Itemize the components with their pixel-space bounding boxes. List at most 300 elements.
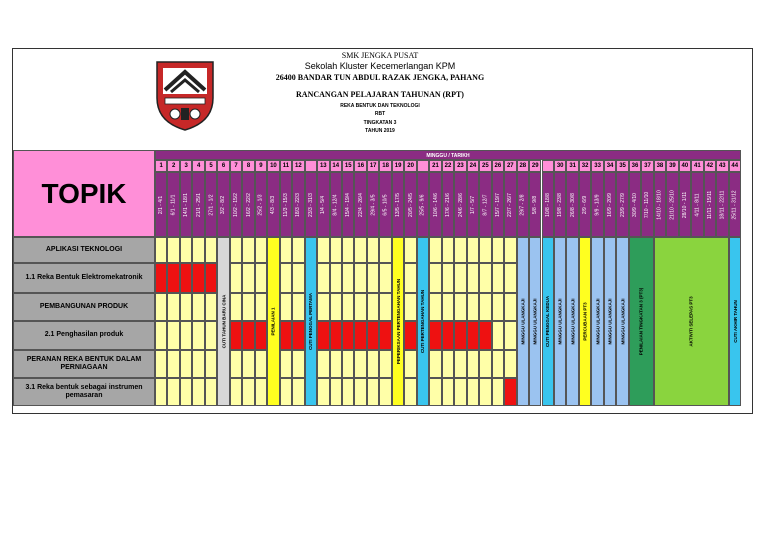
plan-cell (367, 263, 379, 293)
plan-cell (292, 237, 304, 263)
plan-cell (192, 293, 204, 321)
cny-holiday-label: CUTI TAHUN BARU CINA (221, 294, 227, 349)
week-date-text: 24/6 - 28/6 (457, 192, 464, 217)
week-number: 10 (267, 160, 279, 172)
week-date-text: 18/11 - 22/11 (719, 190, 726, 219)
week-date (616, 172, 628, 237)
week-number: 8 (242, 160, 254, 172)
plan-cell (504, 293, 516, 321)
plan-cell (342, 350, 354, 378)
plan-cell (242, 263, 254, 293)
plan-cell (242, 378, 254, 406)
week-date-text: 15/7 - 19/7 (494, 192, 501, 217)
revision-week (554, 237, 566, 406)
plan-cell (155, 321, 167, 350)
subject-name: REKA BENTUK DAN TEKNOLOGI (340, 103, 420, 109)
week-date-text: 23/3 - 31/3 (307, 192, 314, 217)
plan-cell (492, 293, 504, 321)
week-date-text: 26/8 - 30/8 (569, 192, 576, 217)
school-cluster: Sekolah Kluster Kecemerlangan KPM (304, 61, 456, 71)
plan-cell (492, 237, 504, 263)
assessment-1-label: PENILAIAN 1 (270, 307, 276, 336)
plan-cell (492, 378, 504, 406)
plan-cell (442, 378, 454, 406)
topic-cell: 3.1 Reka bentuk sebagai instrumen pemasaran (13, 378, 155, 406)
assessment-1 (267, 237, 279, 406)
week-date (591, 172, 603, 237)
plan-cell (429, 293, 441, 321)
pt3-exam (629, 237, 654, 406)
midyear-break (417, 237, 429, 406)
week-date (716, 172, 728, 237)
plan-cell (230, 237, 242, 263)
week-date (467, 172, 479, 237)
red-cell (155, 263, 167, 293)
revision-week (604, 237, 616, 406)
week-date-text: 8/7 - 12/7 (482, 193, 489, 216)
plan-cell (379, 237, 391, 263)
plan-cell (167, 378, 179, 406)
week-number: 18 (379, 160, 391, 172)
week-date-text: 10/6 - 14/6 (432, 192, 439, 217)
week-date (404, 172, 416, 237)
revision-week-label: MINGGU ULANGKAJI (557, 298, 563, 345)
plan-cell (354, 350, 366, 378)
week-date (554, 172, 566, 237)
week-date-text: 2/1 - 4/1 (158, 195, 165, 214)
week-date-text: 22/7 - 26/7 (507, 192, 514, 217)
plan-cell (342, 263, 354, 293)
week-number (305, 160, 317, 172)
week-number: 33 (591, 160, 603, 172)
week-number: 38 (654, 160, 666, 172)
plan-cell (280, 350, 292, 378)
red-cell (292, 321, 304, 350)
plan-cell (404, 378, 416, 406)
topic-cell: PEMBANGUNAN PRODUK (13, 293, 155, 321)
week-date-text: 29/4 - 3/5 (370, 193, 377, 216)
plan-cell (205, 350, 217, 378)
week-date-text: 2/9 - 6/9 (582, 195, 589, 214)
plan-cell (479, 293, 491, 321)
week-date-text: 25/11 - 31/12 (731, 189, 738, 220)
plan-cell (205, 237, 217, 263)
week-date (280, 172, 292, 237)
week-date-text: 10/2 - 15/2 (233, 192, 240, 217)
plan-cell (467, 378, 479, 406)
plan-cell (167, 293, 179, 321)
week-date (604, 172, 616, 237)
topik-header: TOPIK (13, 150, 155, 237)
week-date-text: 25/5 - 9/6 (420, 193, 427, 216)
week-date (454, 172, 466, 237)
week-date (330, 172, 342, 237)
plan-cell (454, 237, 466, 263)
week-number: 22 (442, 160, 454, 172)
week-date (579, 172, 591, 237)
plan-cell (205, 378, 217, 406)
plan-cell (467, 350, 479, 378)
plan-cell (180, 350, 192, 378)
red-cell (479, 321, 491, 350)
week-date (379, 172, 391, 237)
plan-cell (317, 350, 329, 378)
week-date-text: 8/4 - 12/4 (332, 193, 339, 216)
plan-cell (442, 237, 454, 263)
plan-cell (404, 263, 416, 293)
week-date-text: 21/1 - 25/1 (195, 192, 202, 217)
plan-cell (292, 350, 304, 378)
week-date (442, 172, 454, 237)
week-date (230, 172, 242, 237)
week-number (417, 160, 429, 172)
red-cell (317, 321, 329, 350)
week-date-text: 30/9 - 4/10 (632, 192, 639, 217)
plan-cell (454, 350, 466, 378)
week-number: 4 (192, 160, 204, 172)
week-date-text: 5/8 - 9/8 (532, 195, 539, 214)
subject-code: RBT (374, 111, 386, 117)
plan-cell (255, 293, 267, 321)
week-date-text: 1/7 - 5/7 (469, 195, 476, 214)
red-cell (354, 321, 366, 350)
red-cell (330, 321, 342, 350)
week-date (654, 172, 666, 237)
red-cell (429, 321, 441, 350)
midyear-break-label: CUTI PERTENGAHAN TAHUN (420, 289, 426, 354)
plan-cell (467, 237, 479, 263)
plan-cell (255, 378, 267, 406)
plan-cell (492, 321, 504, 350)
week-number: 31 (566, 160, 578, 172)
week-number: 26 (492, 160, 504, 172)
plan-cell (330, 237, 342, 263)
plan-cell (479, 237, 491, 263)
plan-cell (429, 237, 441, 263)
plan-cell (504, 237, 516, 263)
week-number: 9 (255, 160, 267, 172)
plan-cell (280, 237, 292, 263)
pt3-trial (579, 237, 591, 406)
week-date-text: 14/10 - 18/10 (656, 189, 663, 220)
plan-cell (330, 378, 342, 406)
plan-cell (230, 293, 242, 321)
week-date (691, 172, 703, 237)
plan-cell (354, 237, 366, 263)
plan-cell (404, 350, 416, 378)
week-date-text: 6/1 - 11/1 (170, 194, 177, 215)
revision-week-label: MINGGU ULANGKAJI (520, 298, 526, 345)
week-number: 11 (280, 160, 292, 172)
plan-cell (454, 378, 466, 406)
plan-cell (492, 350, 504, 378)
week-date (192, 172, 204, 237)
plan-cell (367, 350, 379, 378)
plan-cell (467, 263, 479, 293)
week-number: 13 (317, 160, 329, 172)
revision-week (517, 237, 529, 406)
plan-cell (255, 237, 267, 263)
week-number: 23 (454, 160, 466, 172)
revision-week-label: MINGGU ULANGKAJI (607, 298, 613, 345)
plan-cell (242, 237, 254, 263)
week-date (342, 172, 354, 237)
plan-cell (242, 350, 254, 378)
week-number (542, 160, 554, 172)
plan-cell (317, 378, 329, 406)
plan-cell (479, 378, 491, 406)
week-date (517, 172, 529, 237)
week-number: 2 (167, 160, 179, 172)
week-number: 17 (367, 160, 379, 172)
plan-cell (292, 263, 304, 293)
week-date-text: 15/4 - 19/4 (345, 192, 352, 217)
plan-cell (342, 293, 354, 321)
week-number: 28 (517, 160, 529, 172)
week-date (566, 172, 578, 237)
midyear-exam-label: PEPERIKSAAN PERTENGAHAN TAHUN (395, 278, 401, 365)
week-date (641, 172, 653, 237)
week-number: 34 (604, 160, 616, 172)
plan-cell (442, 263, 454, 293)
plan-cell (155, 237, 167, 263)
week-number: 19 (392, 160, 404, 172)
week-date (205, 172, 217, 237)
red-cell (342, 321, 354, 350)
plan-cell (167, 350, 179, 378)
plan-cell (330, 263, 342, 293)
plan-cell (180, 237, 192, 263)
week-date (167, 172, 179, 237)
week-date-text: 9/9 - 13/9 (594, 193, 601, 216)
plan-cell (367, 378, 379, 406)
week-number: 43 (716, 160, 728, 172)
week-date-text: 19/8 - 23/8 (557, 192, 564, 217)
week-date-text: 14/1 - 18/1 (183, 192, 190, 217)
red-cell (379, 321, 391, 350)
week-number: 27 (504, 160, 516, 172)
topic-cell: 2.1 Penghasilan produk (13, 321, 155, 350)
week-number: 37 (641, 160, 653, 172)
midyear-exam (392, 237, 404, 406)
plan-cell (192, 350, 204, 378)
plan-cell (205, 293, 217, 321)
plan-cell (292, 293, 304, 321)
week-date-text: 17/6 - 21/6 (445, 192, 451, 217)
plan-cell (479, 263, 491, 293)
post-pt3-activities-label: AKTIVITI SELEPAS PT3 (688, 296, 694, 347)
term1-break (305, 237, 317, 406)
week-number: 5 (205, 160, 217, 172)
term2-break (542, 237, 554, 406)
week-date (317, 172, 329, 237)
red-cell (367, 321, 379, 350)
plan-cell (280, 378, 292, 406)
week-date-text: 20/5 - 24/5 (407, 192, 414, 217)
year-end-break (729, 237, 741, 406)
red-cell (442, 321, 454, 350)
cny-holiday (217, 237, 229, 406)
red-cell (205, 263, 217, 293)
plan-cell (442, 293, 454, 321)
week-date (492, 172, 504, 237)
red-cell (504, 378, 516, 406)
week-number: 36 (629, 160, 641, 172)
week-date-text: 23/9 - 27/9 (619, 192, 626, 217)
week-number: 3 (180, 160, 192, 172)
week-date (666, 172, 678, 237)
revision-week-label: MINGGU ULANGKAJI (620, 298, 626, 345)
plan-cell (367, 237, 379, 263)
week-date-text: 16/9 - 20/9 (607, 192, 614, 217)
plan-cell (317, 263, 329, 293)
plan-cell (155, 378, 167, 406)
plan-cell (330, 350, 342, 378)
plan-cell (192, 321, 204, 350)
week-number: 6 (217, 160, 229, 172)
plan-cell (467, 293, 479, 321)
plan-cell (155, 350, 167, 378)
plan-cell (354, 378, 366, 406)
revision-week (591, 237, 603, 406)
red-cell (255, 321, 267, 350)
week-date-text: 6/5 - 10/5 (382, 193, 389, 216)
week-number: 12 (292, 160, 304, 172)
week-date (704, 172, 716, 237)
plan-cell (504, 350, 516, 378)
revision-week (529, 237, 541, 406)
year: TAHUN 2019 (365, 128, 395, 134)
school-address: 26400 BANDAR TUN ABDUL RAZAK JENGKA, PAHANG (275, 73, 485, 82)
week-date-text: 28/10 - 1/11 (681, 191, 688, 218)
topic-cell: PERANAN REKA BENTUK DALAM PERNIAGAAN (13, 350, 155, 378)
plan-cell (317, 237, 329, 263)
week-date-text: 1/4 - 5/4 (320, 195, 327, 214)
week-date (529, 172, 541, 237)
revision-week-label: MINGGU ULANGKAJI (532, 298, 538, 345)
plan-cell (404, 237, 416, 263)
week-date (429, 172, 441, 237)
plan-cell (292, 378, 304, 406)
plan-cell (379, 293, 391, 321)
plan-cell (167, 237, 179, 263)
document-title: RANCANGAN PELAJARAN TAHUNAN (RPT) (296, 90, 464, 99)
week-number: 20 (404, 160, 416, 172)
week-date-text: 22/4 - 26/4 (357, 192, 364, 217)
term1-break-label: CUTI PENGGAL PERTAMA (308, 292, 314, 351)
plan-cell (429, 378, 441, 406)
plan-cell (454, 263, 466, 293)
red-cell (192, 263, 204, 293)
week-date (305, 172, 317, 237)
plan-cell (180, 321, 192, 350)
plan-cell (180, 293, 192, 321)
week-date (292, 172, 304, 237)
week-date (504, 172, 516, 237)
plan-cell (192, 378, 204, 406)
week-number: 32 (579, 160, 591, 172)
red-cell (180, 263, 192, 293)
revision-week-label: MINGGU ULANGKAJI (570, 298, 576, 345)
plan-cell (180, 378, 192, 406)
week-date (629, 172, 641, 237)
red-cell (167, 263, 179, 293)
plan-cell (330, 293, 342, 321)
year-end-break-label: CUTI AKHIR TAHUN (732, 300, 738, 343)
week-number: 15 (342, 160, 354, 172)
week-date-text: 4/3 - 8/3 (270, 195, 277, 214)
plan-cell (454, 293, 466, 321)
plan-cell (354, 263, 366, 293)
week-date-text: 3/2 - 8/2 (220, 195, 227, 214)
week-date-text: 16/2 - 22/2 (245, 192, 252, 217)
plan-cell (167, 321, 179, 350)
school-name: SMK JENGKA PUSAT (341, 51, 419, 60)
week-date-text: 10/8 - 18/8 (544, 192, 551, 217)
plan-cell (192, 237, 204, 263)
plan-cell (367, 293, 379, 321)
plan-cell (280, 263, 292, 293)
week-date (180, 172, 192, 237)
week-number: 41 (691, 160, 703, 172)
week-date (729, 172, 741, 237)
week-date (542, 172, 554, 237)
week-date-text: 25/2 - 1/3 (257, 193, 264, 216)
minggu-header: MINGGU / TARIKH (155, 150, 741, 160)
week-number: 25 (479, 160, 491, 172)
plan-cell (342, 378, 354, 406)
plan-cell (317, 293, 329, 321)
revision-week (566, 237, 578, 406)
plan-cell (492, 263, 504, 293)
plan-cell (342, 237, 354, 263)
week-number: 42 (704, 160, 716, 172)
topic-cell: 1.1 Reka Bentuk Elektromekatronik (13, 263, 155, 293)
week-date-text: 11/11 - 15/11 (706, 190, 713, 219)
plan-cell (255, 263, 267, 293)
plan-cell (354, 293, 366, 321)
red-cell (404, 321, 416, 350)
plan-cell (255, 350, 267, 378)
red-cell (280, 321, 292, 350)
week-date-text: 11/3 - 15/3 (282, 192, 289, 217)
red-cell (230, 321, 242, 350)
week-date (354, 172, 366, 237)
pt3-exam-label: PENILAIAN TINGKATAN 3 (PT3) (638, 287, 644, 356)
week-number: 29 (529, 160, 541, 172)
week-date (242, 172, 254, 237)
week-date-text: 27/1 - 1/2 (208, 193, 215, 216)
week-number: 30 (554, 160, 566, 172)
week-date (267, 172, 279, 237)
plan-cell (442, 350, 454, 378)
plan-cell (155, 293, 167, 321)
week-date-text: 4/11 - 8/11 (694, 192, 701, 217)
form-level: TINGKATAN 3 (363, 120, 397, 126)
week-number: 16 (354, 160, 366, 172)
plan-cell (379, 350, 391, 378)
plan-cell (404, 293, 416, 321)
plan-cell (280, 293, 292, 321)
week-date (155, 172, 167, 237)
plan-cell (242, 293, 254, 321)
week-number: 7 (230, 160, 242, 172)
red-cell (242, 321, 254, 350)
red-cell (467, 321, 479, 350)
week-number: 40 (679, 160, 691, 172)
plan-cell (504, 263, 516, 293)
week-date-text: 7/10 - 11/10 (644, 191, 651, 218)
